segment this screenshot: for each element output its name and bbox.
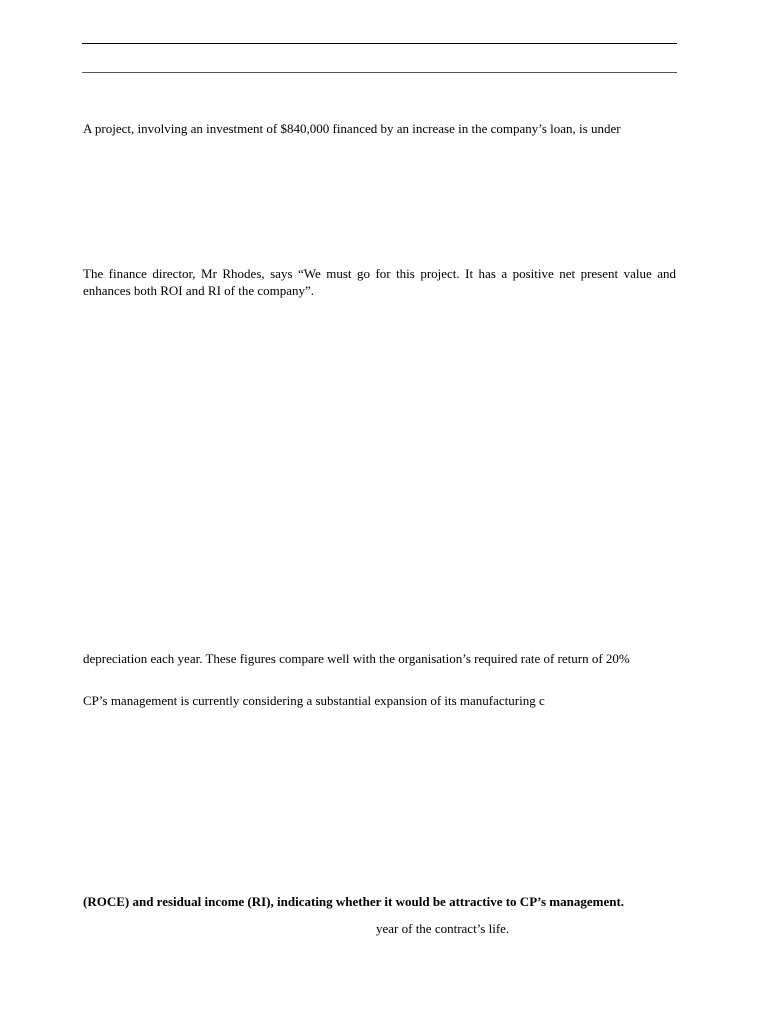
header-rule-bottom [82,72,677,73]
roce-ri-question-line: (ROCE) and residual income (RI), indicating whether it would be attractive to CP’s management. [83,894,625,909]
contract-life-line: year of the contract’s life. [376,921,510,936]
project-investment-line: A project, involving an investment of $840,000 financed by an increase in the company’s loan, is under [83,121,621,136]
header-rule-top [82,43,677,44]
finance-director-paragraph: The finance director, Mr Rhodes, says “We must go for this project. It has a positive net present value and enhances both ROI and RI of the company”. [83,266,676,298]
expansion-line: CP’s management is currently considering a substantial expansion of its manufacturing c [83,693,545,708]
depreciation-line: depreciation each year. These figures compare well with the organisation’s required rate of return of 20% [83,651,630,666]
